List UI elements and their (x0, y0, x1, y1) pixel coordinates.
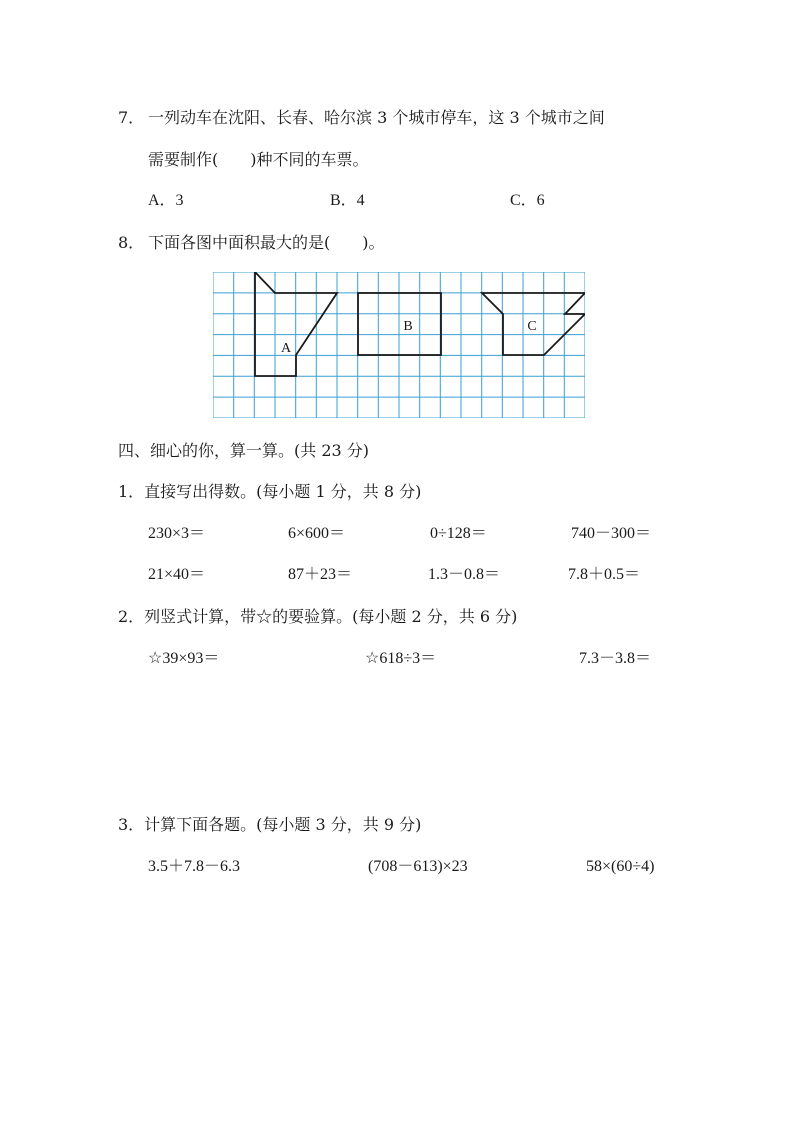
calc-item: 740－300＝ (571, 525, 652, 542)
calc-item: 1.3－0.8＝ (428, 566, 501, 583)
vertical-calc-item: 7.3－3.8＝ (579, 650, 652, 667)
calc-item: 6×600＝ (288, 525, 346, 542)
q7-text-line2: 需要制作( )种不同的车票。 (148, 150, 369, 169)
shape-b-label: B (403, 319, 413, 334)
expression-item: (708－613)×23 (368, 858, 468, 875)
q7-option-c: C．6 (510, 192, 545, 209)
expression-item: 3.5＋7.8－6.3 (148, 858, 241, 875)
calc-item: 21×40＝ (148, 566, 206, 583)
part1-title: 1．直接写出得数。(每小题 1 分，共 8 分) (118, 482, 422, 501)
calc-item: 0÷128＝ (430, 525, 487, 542)
calc-item: 87＋23＝ (288, 566, 353, 583)
shape-a-label: A (280, 341, 292, 356)
q8-text: 下面各图中面积最大的是( )。 (148, 233, 385, 252)
part2-title: 2．列竖式计算，带☆的要验算。(每小题 2 分，共 6 分) (118, 607, 518, 626)
expression-item: 58×(60÷4) (586, 858, 655, 875)
grid-svg (213, 272, 585, 418)
section4-title: 四、细心的你，算一算。(共 23 分) (118, 441, 370, 460)
shape-grid-figure (213, 272, 585, 418)
part3-title: 3．计算下面各题。(每小题 3 分，共 9 分) (118, 815, 422, 834)
q7-text-line1: 一列动车在沈阳、长春、哈尔滨 3 个城市停车，这 3 个城市之间 (148, 108, 605, 127)
q7-option-a: A．3 (148, 192, 184, 209)
q8-number: 8． (118, 233, 145, 252)
calc-item: 7.8＋0.5＝ (568, 566, 641, 583)
vertical-calc-item: ☆618÷3＝ (365, 650, 437, 667)
calc-item: 230×3＝ (148, 525, 206, 542)
q7-option-b: B．4 (330, 192, 365, 209)
q7-number: 7． (118, 108, 145, 127)
vertical-calc-item: ☆39×93＝ (148, 650, 220, 667)
shape-c-label: C (527, 319, 537, 334)
